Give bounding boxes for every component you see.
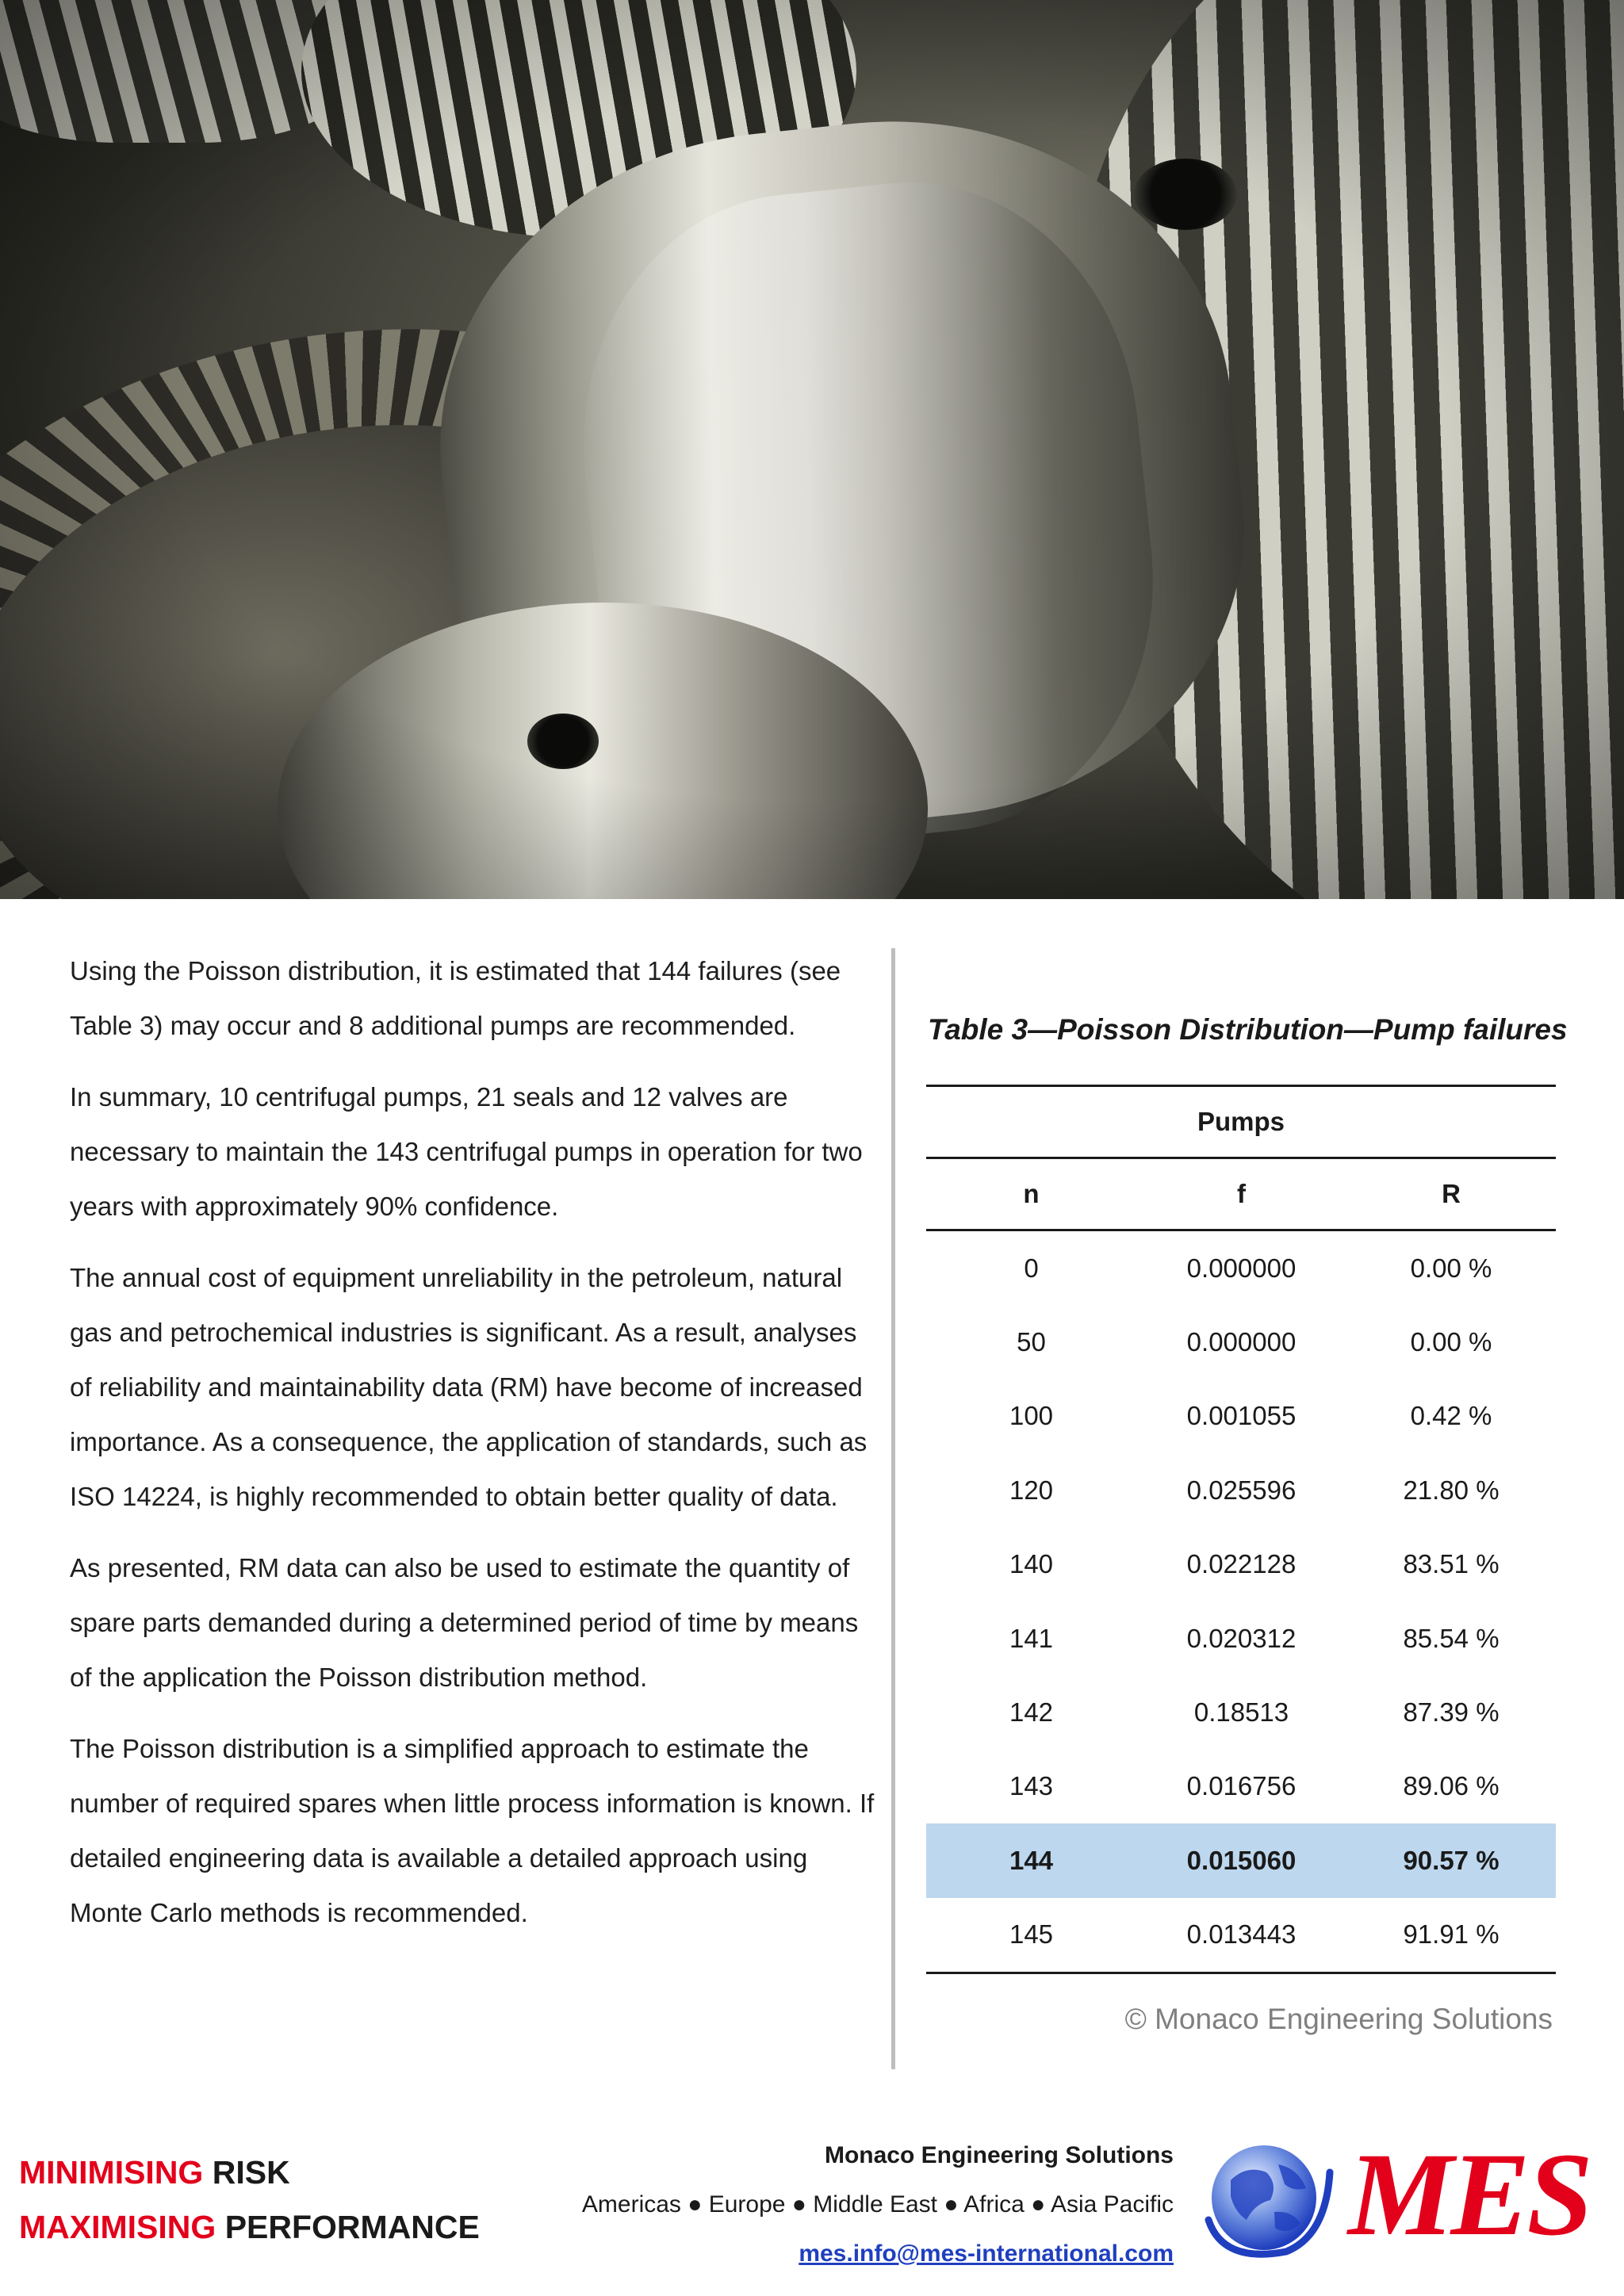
group-header-pumps: Pumps [926, 1086, 1556, 1158]
table-cell-r: 0.00 % [1410, 1253, 1492, 1283]
table-cell-f: 0.016756 [1186, 1771, 1297, 1801]
column-header-n: n [926, 1158, 1136, 1230]
table-cell-n: 140 [1009, 1549, 1054, 1579]
table-cell-r: 0.42 % [1410, 1401, 1492, 1431]
table-cell-f: 0.000000 [1186, 1253, 1297, 1283]
table-cell-r: 85.54 % [1403, 1623, 1500, 1653]
table-row [926, 1305, 1556, 1379]
table-cell-r: 21.80 % [1403, 1475, 1500, 1505]
regions-list: Americas ● Europe ● Middle East ● Africa ● Asia Pacific [581, 2191, 1174, 2218]
paragraph: The annual cost of equipment unreliability in the petroleum, natural gas and petrochemical industries is significant. As a result, analyses of reliability and maintainability data (RM) have become of increased importance. As a consequence, the application of standards, such as ISO 14224, is highly recommended to obtain better quality of data. [70, 1263, 868, 1511]
table-cell-n: 100 [1009, 1401, 1054, 1431]
table-cell-f: 0.000000 [1186, 1327, 1297, 1357]
table-cell-f: 0.18513 [1193, 1697, 1289, 1728]
footer-tagline [19, 2145, 480, 2255]
email-link[interactable]: mes.info@mes-international.com [799, 2241, 1174, 2267]
mes-logo-text: MES [1348, 2129, 1590, 2260]
table-row [926, 1230, 1556, 1306]
table-cell-f: 0.022128 [1186, 1549, 1297, 1579]
column-header-f: f [1136, 1158, 1346, 1230]
table-cell-r: 0.00 % [1410, 1327, 1492, 1357]
tagline-maximising: MAXIMISING [19, 2209, 216, 2245]
globe-icon [1199, 2125, 1334, 2267]
hero-gears-image [0, 0, 1624, 899]
table-row [926, 1675, 1556, 1749]
company-name: Monaco Engineering Solutions [824, 2142, 1174, 2168]
tagline-minimising: MINIMISING [19, 2154, 204, 2191]
table-cell-n: 120 [1009, 1475, 1054, 1505]
poisson-table [926, 1085, 1556, 1974]
paragraph: As presented, RM data can also be used to estimate the quantity of spare parts demanded during a determined period of time by means of the application the Poisson distribution method. [70, 1553, 859, 1692]
table-row [926, 1453, 1556, 1527]
table-cell-f: 0.025596 [1186, 1475, 1297, 1505]
table-cell-r: 91.91 % [1346, 1898, 1556, 1973]
body-text [70, 943, 879, 1957]
table-row [926, 1823, 1556, 1897]
table-row [926, 1750, 1556, 1823]
table-row [926, 1528, 1556, 1601]
table-cell-r: 90.57 % [1346, 1823, 1556, 1897]
table-cell-f: 0.015060 [1136, 1823, 1346, 1897]
table-cell-r: 87.39 % [1403, 1697, 1500, 1728]
table-cell-n: 50 [1017, 1327, 1046, 1357]
paragraph: In summary, 10 centrifugal pumps, 21 seals and 12 valves are necessary to maintain the 143 centrifugal pumps in operation for two years with approximately 90% confidence. [70, 1082, 863, 1221]
table-cell-r: 89.06 % [1403, 1771, 1500, 1801]
paragraph: The Poisson distribution is a simplified approach to estimate the number of required spares when little process information is known. If detailed engineering data is available a detailed approach using Monte Carlo methods is recommended. [70, 1734, 875, 1927]
table-row [926, 1601, 1556, 1675]
tagline-performance: PERFORMANCE [216, 2209, 480, 2245]
table-cell-n: 0 [1024, 1253, 1039, 1283]
table-cell-f: 0.013443 [1136, 1898, 1346, 1973]
table-group-header [926, 1086, 1556, 1158]
footer-contact [582, 2131, 1174, 2279]
table-cell-n: 142 [1009, 1697, 1054, 1728]
copyright-notice: © Monaco Engineering Solutions [1124, 2003, 1553, 2035]
column-header-r: R [1346, 1158, 1556, 1230]
tagline-risk: RISK [203, 2154, 290, 2191]
table-cell-n: 144 [926, 1823, 1136, 1897]
column-divider [891, 948, 895, 2069]
table-column-headers [926, 1158, 1556, 1230]
table-row [926, 1380, 1556, 1453]
table-cell-n: 145 [926, 1898, 1136, 1973]
table-cell-f: 0.001055 [1186, 1401, 1297, 1431]
paragraph: Using the Poisson distribution, it is estimated that 144 failures (see Table 3) may occur and 8 additional pumps are recommended. [70, 956, 841, 1040]
table-cell-n: 143 [1009, 1771, 1054, 1801]
table-cell-r: 83.51 % [1403, 1549, 1500, 1579]
table-cell-f: 0.020312 [1186, 1623, 1297, 1653]
table-cell-n: 141 [1009, 1623, 1054, 1653]
table-row [926, 1898, 1556, 1973]
table-caption: Table 3—Poisson Distribution—Pump failures [928, 1013, 1568, 1046]
